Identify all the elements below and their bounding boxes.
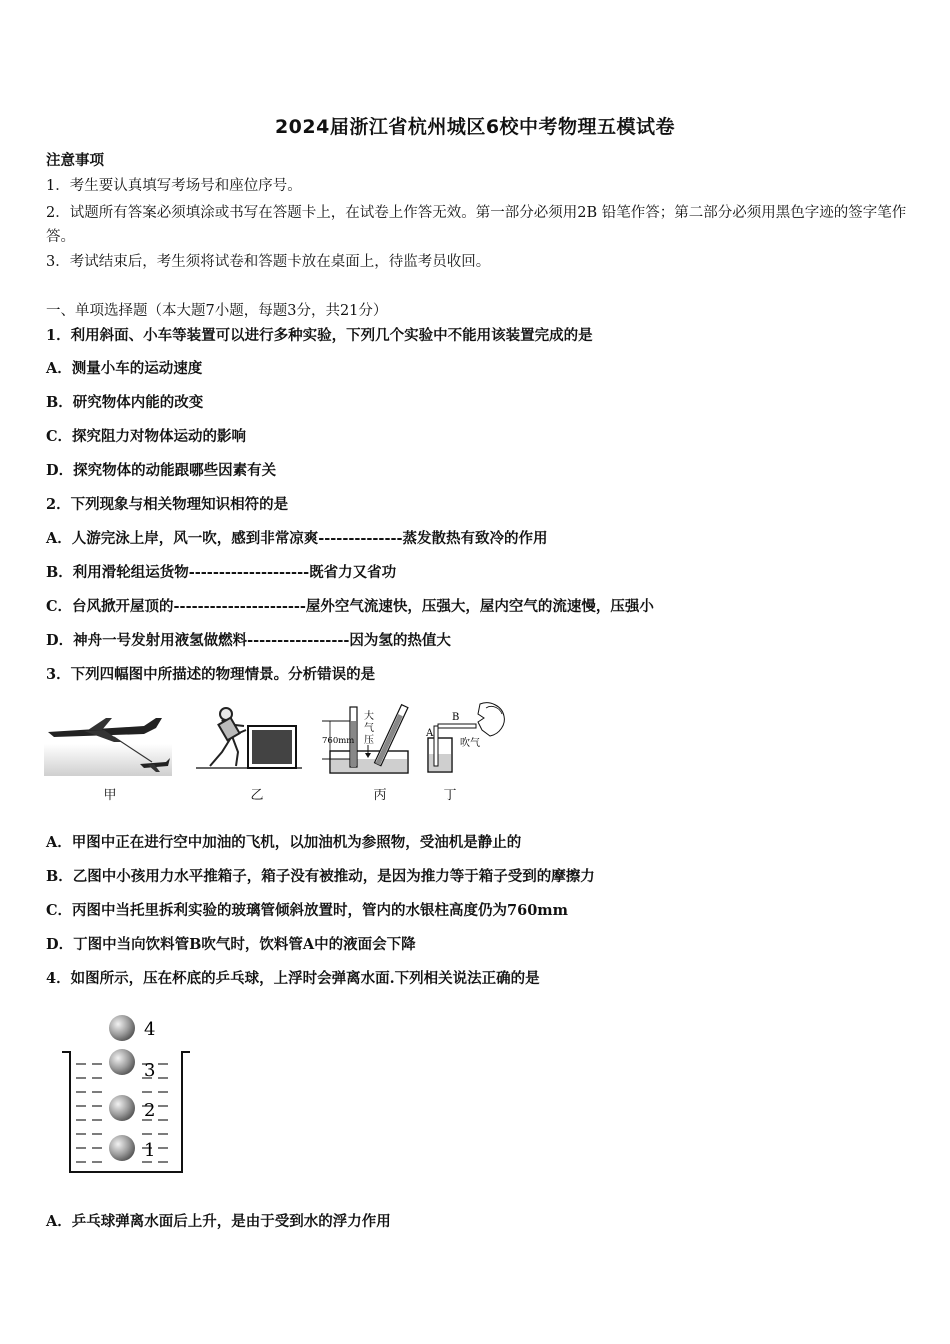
atm-label-2: 气 (364, 723, 374, 734)
figure-jia-refueling (44, 704, 172, 776)
height-label: 760mm (322, 736, 355, 746)
ball-1 (109, 1135, 135, 1161)
straw-b (438, 724, 476, 728)
q3-option-b: B．乙图中小孩用力水平推箱子，箱子没有被推动，是因为推力等于箱子受到的摩擦力 (46, 868, 595, 885)
q1-option-d: D．探究物体的动能跟哪些因素有关 (46, 462, 277, 479)
q4-option-a: A．乒乓球弹离水面后上升，是由于受到水的浮力作用 (46, 1213, 391, 1230)
glass-tube-tilted (375, 705, 408, 766)
figure-ding-blowing (420, 700, 512, 776)
q2-option-c: C．台风掀开屋顶的----------------------屋外空气流速快，压强大，屋内空气的流速慢，压强小 (46, 598, 654, 615)
caption-ding: 丁 (443, 788, 457, 803)
label-b: B (452, 712, 460, 723)
ball-label-4: 4 (144, 1019, 156, 1040)
q1-option-b: B．研究物体内能的改变 (46, 394, 204, 411)
ball-4 (109, 1015, 135, 1041)
q3-option-d: D．丁图中当向饮料管B吹气时，饮料管A中的液面会下降 (46, 936, 416, 953)
caption-yi: 乙 (250, 788, 264, 803)
face-icon (478, 703, 504, 736)
caption-bing: 丙 (373, 788, 387, 803)
caption-jia: 甲 (103, 788, 117, 803)
tanker-plane-icon (48, 718, 162, 742)
q2-stem: 2．下列现象与相关物理知识相符的是 (46, 496, 289, 513)
label-a: A (426, 728, 434, 739)
page-title: 2024届浙江省杭州城区6校中考物理五模试卷 (274, 116, 676, 138)
notice-heading: 注意事项 (46, 152, 104, 169)
atm-label-3: 压 (364, 735, 374, 746)
figure-bing-torricelli (320, 703, 412, 777)
q3-option-a: A．甲图中正在进行空中加油的飞机，以加油机为参照物，受油机是静止的 (46, 834, 522, 851)
q3-option-c: C．丙图中当托里拆利实验的玻璃管倾斜放置时，管内的水银柱高度仍为760mm (46, 902, 568, 919)
q3-stem: 3．下列四幅图中所描述的物理情景。分析错误的是 (46, 666, 376, 683)
ball-label-2: 2 (144, 1100, 156, 1121)
atm-label-1: 大 (364, 711, 374, 722)
straw-a (434, 726, 438, 766)
figure-yi-pushing-box (192, 700, 304, 772)
label-blow: 吹气 (460, 738, 480, 749)
ball-2 (109, 1095, 135, 1121)
q2-option-b: B．利用滑轮组运货物--------------------既省力又省功 (46, 564, 397, 581)
q1-stem: 1．利用斜面、小车等装置可以进行多种实验，下列几个实验中不能用该装置完成的是 (46, 327, 593, 344)
q2-option-d: D．神舟一号发射用液氢做燃料-----------------因为氢的热值大 (46, 632, 451, 649)
ball-3 (109, 1049, 135, 1075)
q1-option-a: A．测量小车的运动速度 (46, 360, 203, 377)
q1-option-c: C．探究阻力对物体运动的影响 (46, 428, 247, 445)
section-heading: 一、单项选择题（本大题7小题，每题3分，共21分） (46, 303, 388, 319)
ball-label-1: 1 (144, 1140, 156, 1161)
q4-stem: 4．如图所示，压在杯底的乒乓球，上浮时会弹离水面.下列相关说法正确的是 (46, 970, 540, 987)
boy-icon (210, 708, 246, 766)
notice-item-3: 3．考试结束后，考生须将试卷和答题卡放在桌面上，待监考员收回。 (46, 254, 491, 270)
figure-beaker-balls (56, 1008, 196, 1182)
notice-item-1: 1．考生要认真填写考场号和座位序号。 (46, 178, 302, 194)
ball-label-3: 3 (144, 1060, 156, 1081)
q2-option-a: A．人游完泳上岸，风一吹，感到非常凉爽--------------蒸发散热有致冷的作用 (46, 530, 548, 547)
notice-item-2: 2．试题所有答案必须填涂或书写在答题卡上，在试卷上作答无效。第一部分必须用2B 铅笔作答；第二部分必须用黑色字迹的签字笔作答。 (46, 205, 907, 245)
